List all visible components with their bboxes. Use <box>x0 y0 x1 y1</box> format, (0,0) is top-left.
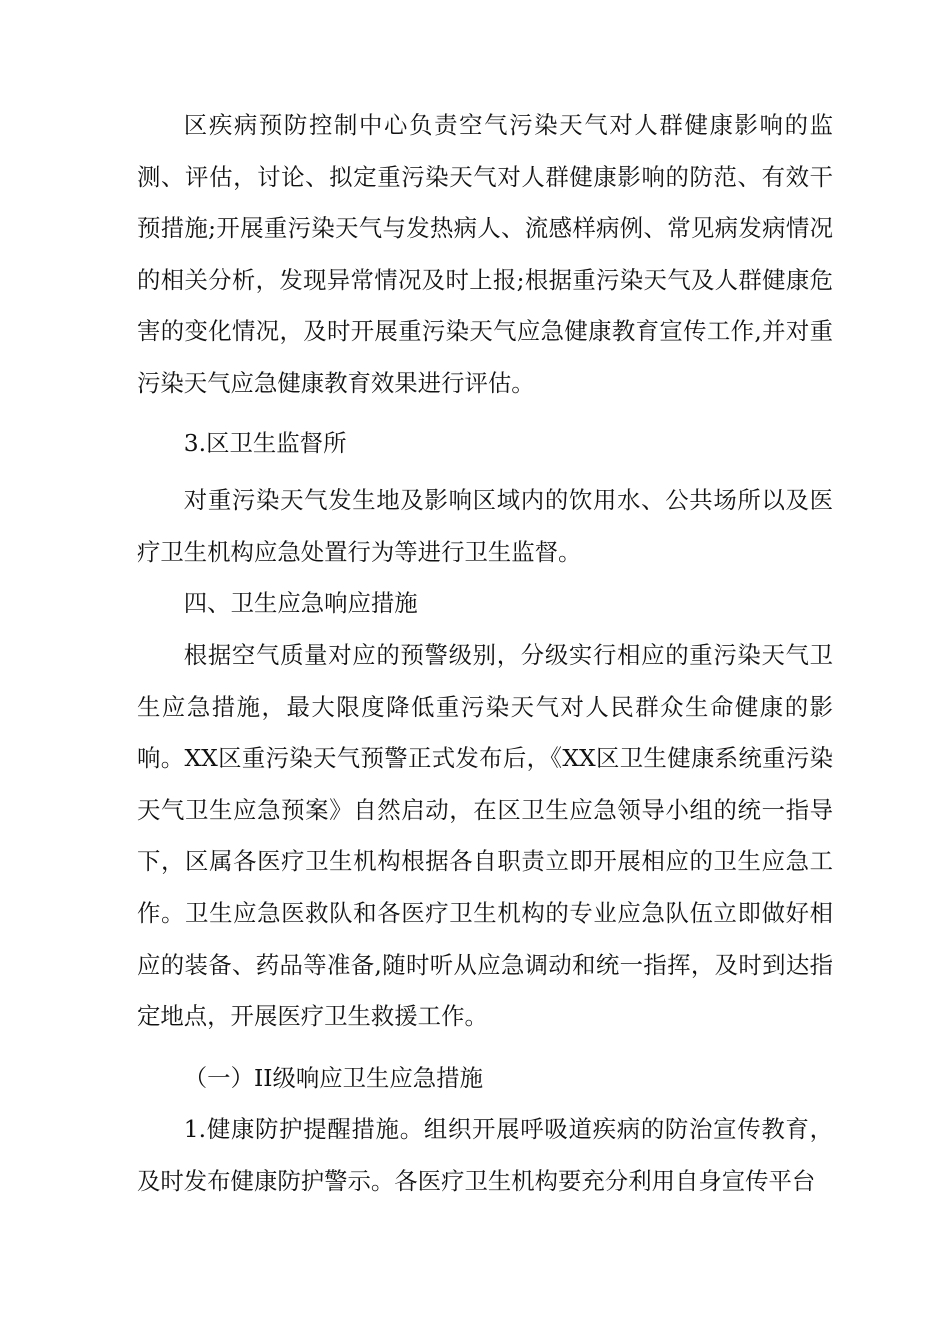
heading-health-supervision: 3.区卫生监督所 <box>183 428 347 457</box>
heading-level-two-response: （一）II级响应卫生应急措施 <box>183 1063 483 1092</box>
document-page <box>137 100 833 1207</box>
heading-response-measures: 四、卫生应急响应措施 <box>183 589 418 618</box>
paragraph-cdc-duties: 区疾病预防控制中心负责空气污染天气对人群健康影响的监测、评估，讨论、拟定重污染天气对人群健康影响的防范、有效干预措施;开展重污染天气与发热病人、流感样病例、常见病发病情况的相关分析，发现异常情况及时上报;根据重污染天气及人群健康危害的变化情况，及时开展重污染天气应急健康教育宣传工作,并对重污染天气应急健康教育效果进行评估。 <box>137 111 833 397</box>
paragraph-response-measures: 根据空气质量对应的预警级别，分级实行相应的重污染天气卫生应急措施，最大限度降低重污染天气对人民群众生命健康的影响。XX区重污染天气预警正式发布后，《XX区卫生健康系统重污染天气卫生应急预案》自然启动，在区卫生应急领导小组的统一指导下，区属各医疗卫生机构根据各自职责立即开展相应的卫生应急工作。卫生应急医救队和各医疗卫生机构的专业应急队伍立即做好相应的装备、药品等准备,随时听从应急调动和统一指挥，及时到达指定地点，开展医疗卫生救援工作。 <box>137 640 833 1031</box>
paragraph-health-protection: 1.健康防护提醒措施。组织开展呼吸道疾病的防治宣传教育，及时发布健康防护警示。各医疗卫生机构要充分利用自身宣传平台 <box>137 1115 833 1195</box>
paragraph-health-supervision: 对重污染天气发生地及影响区域内的饮用水、公共场所以及医疗卫生机构应急处置行为等进行卫生监督。 <box>137 486 833 566</box>
